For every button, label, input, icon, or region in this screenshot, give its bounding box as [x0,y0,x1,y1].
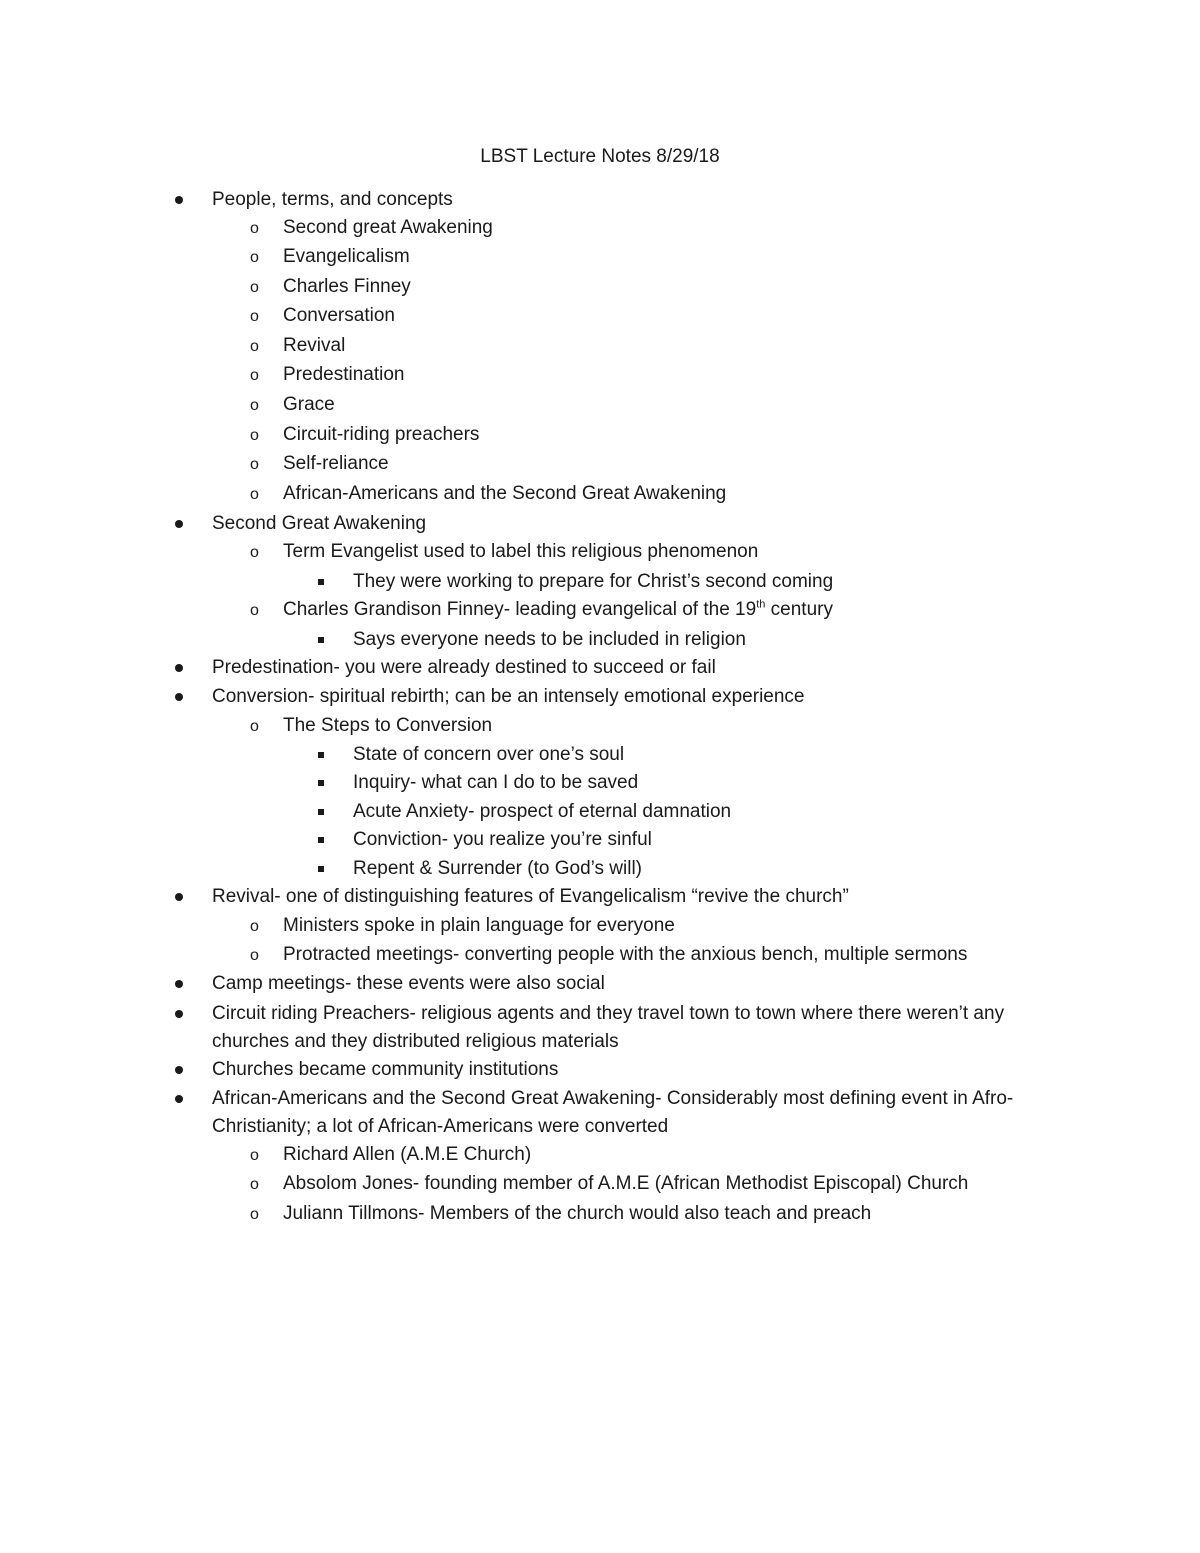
bullet-circle-icon: o [250,456,259,473]
list-item-level-2 [283,450,389,478]
bullet-circle-icon: o [250,338,259,355]
list-item-text-tail: century [765,599,833,620]
list-item-text: Says everyone needs to be included in religion [353,629,746,650]
bullet-disc-icon [175,664,183,672]
bullet-circle-icon: o [250,249,259,266]
bullet-circle-icon: o [250,427,259,444]
list-item-level-3 [353,769,638,797]
list-item-text: Circuit riding Preachers- religious agents and they travel town to town where there weren’t any [212,1003,1005,1024]
bullet-circle-icon: o [250,279,259,296]
list-item-level-2 [283,712,492,740]
list-item-text: People, terms, and concepts [212,189,453,210]
list-item-text: Juliann Tillmons- Members of the church would also teach and preach [283,1203,872,1224]
bullet-disc-icon [175,1066,183,1074]
bullet-square-icon [318,866,324,872]
list-item-level-2 [283,302,395,330]
list-item-level-1 [212,1000,1004,1028]
list-item-text: Term Evangelist used to label this religious phenomenon [283,541,759,562]
bullet-disc-icon [175,693,183,701]
bullet-disc-icon [175,1095,183,1103]
list-item-text: Ministers spoke in plain language for everyone [283,915,675,936]
list-item-level-1 [212,970,605,998]
list-item-text: Acute Anxiety- prospect of eternal damnation [353,801,732,822]
list-item-level-1 [212,654,716,682]
list-item-level-1 [212,683,805,711]
bullet-circle-icon: o [250,1206,259,1223]
bullet-square-icon [318,780,324,786]
list-item-level-1 [212,1056,558,1084]
bullet-circle-icon: o [250,308,259,325]
page-title: LBST Lecture Notes 8/29/18 [480,146,720,167]
list-item-level-2 [283,361,404,389]
bullet-circle-icon: o [250,220,259,237]
list-item-text: Absolom Jones- founding member of A.M.E (African Methodist Episcopal) Church [283,1173,969,1194]
list-item-level-3 [353,568,833,596]
list-item-text: Camp meetings- these events were also social [212,973,605,994]
list-item-level-2 [283,332,345,360]
list-item-level-3 [353,855,642,883]
bullet-square-icon [318,579,324,585]
list-item-text: Repent & Surrender (to God’s will) [353,858,642,879]
list-item-level-3 [353,626,746,654]
list-item-text: Circuit-riding preachers [283,424,480,445]
list-item-level-2 [283,912,675,940]
list-item-text: Revival- one of distinguishing features of Evangelicalism “revive the church” [212,886,849,907]
bullet-disc-icon [175,893,183,901]
list-item-text: Predestination- you were already destined to succeed or fail [212,657,716,678]
list-item-text: Conviction- you realize you’re sinful [353,829,652,850]
list-item-level-3 [353,798,731,826]
list-item-level-1 [212,1085,1013,1113]
list-item-text: Conversion- spiritual rebirth; can be an intensely emotional experience [212,686,805,707]
list-item-level-3 [353,826,652,854]
list-item-text: African-Americans and the Second Great Awakening- Considerably most defining event in Afro- [212,1088,1014,1109]
bullet-square-icon [318,837,324,843]
list-item-level-3 [353,741,624,769]
bullet-circle-icon: o [250,397,259,414]
list-item-level-1 [212,883,849,911]
list-item-continuation [212,1113,668,1141]
superscript-text: th [756,598,766,611]
bullet-square-icon [318,809,324,815]
list-item-level-2 [283,214,493,242]
list-item-text: Conversation [283,305,395,326]
list-item-text: Churches became community institutions [212,1059,559,1080]
list-item-level-2 [283,391,335,419]
bullet-disc-icon [175,520,183,528]
bullet-square-icon [318,637,324,643]
list-item-level-2 [283,941,967,969]
list-item-text: Inquiry- what can I do to be saved [353,772,639,793]
bullet-circle-icon: o [250,544,259,561]
list-item-level-2 [283,1141,531,1169]
list-item-text: Protracted meetings- converting people with the anxious bench, multiple sermons [283,944,968,965]
bullet-circle-icon: o [250,718,259,735]
list-item-level-2 [283,1200,871,1228]
list-item-text: Grace [283,394,335,415]
bullet-circle-icon: o [250,602,259,619]
list-item-text: Richard Allen (A.M.E Church) [283,1144,532,1165]
bullet-circle-icon: o [250,1147,259,1164]
list-item-level-2 [283,480,726,508]
bullet-disc-icon [175,196,183,204]
list-item-text: churches and they distributed religious materials [212,1031,619,1052]
bullet-circle-icon: o [250,367,259,384]
bullet-circle-icon: o [250,947,259,964]
bullet-disc-icon [175,1010,183,1018]
list-item-level-2 [283,596,833,624]
list-item-level-2 [283,273,411,301]
list-item-text: Second Great Awakening [212,513,427,534]
bullet-circle-icon: o [250,486,259,503]
list-item-text: Charles Finney [283,276,411,297]
list-item-text: Revival [283,335,346,356]
list-item-text: Charles Grandison Finney- leading evangelical of the 19 [283,599,757,620]
list-item-level-2 [283,243,410,271]
list-item-text: They were working to prepare for Christ’s second coming [353,571,834,592]
list-item-continuation [212,1028,619,1056]
list-item-level-2 [283,1170,968,1198]
list-item-level-1 [212,186,453,214]
list-item-text: Christianity; a lot of African-Americans were converted [212,1116,669,1137]
list-item-text: African-Americans and the Second Great Awakening [283,483,727,504]
list-item-text: Predestination [283,364,405,385]
list-item-text: Self-reliance [283,453,389,474]
list-item-level-1 [212,510,426,538]
bullet-circle-icon: o [250,918,259,935]
list-item-level-2 [283,421,479,449]
list-item-text: Second great Awakening [283,217,493,238]
bullet-disc-icon [175,980,183,988]
list-item-text: The Steps to Conversion [283,715,493,736]
list-item-level-2 [283,538,758,566]
list-item-text: Evangelicalism [283,246,410,267]
bullet-circle-icon: o [250,1176,259,1193]
list-item-text: State of concern over one’s soul [353,744,625,765]
bullet-square-icon [318,752,324,758]
